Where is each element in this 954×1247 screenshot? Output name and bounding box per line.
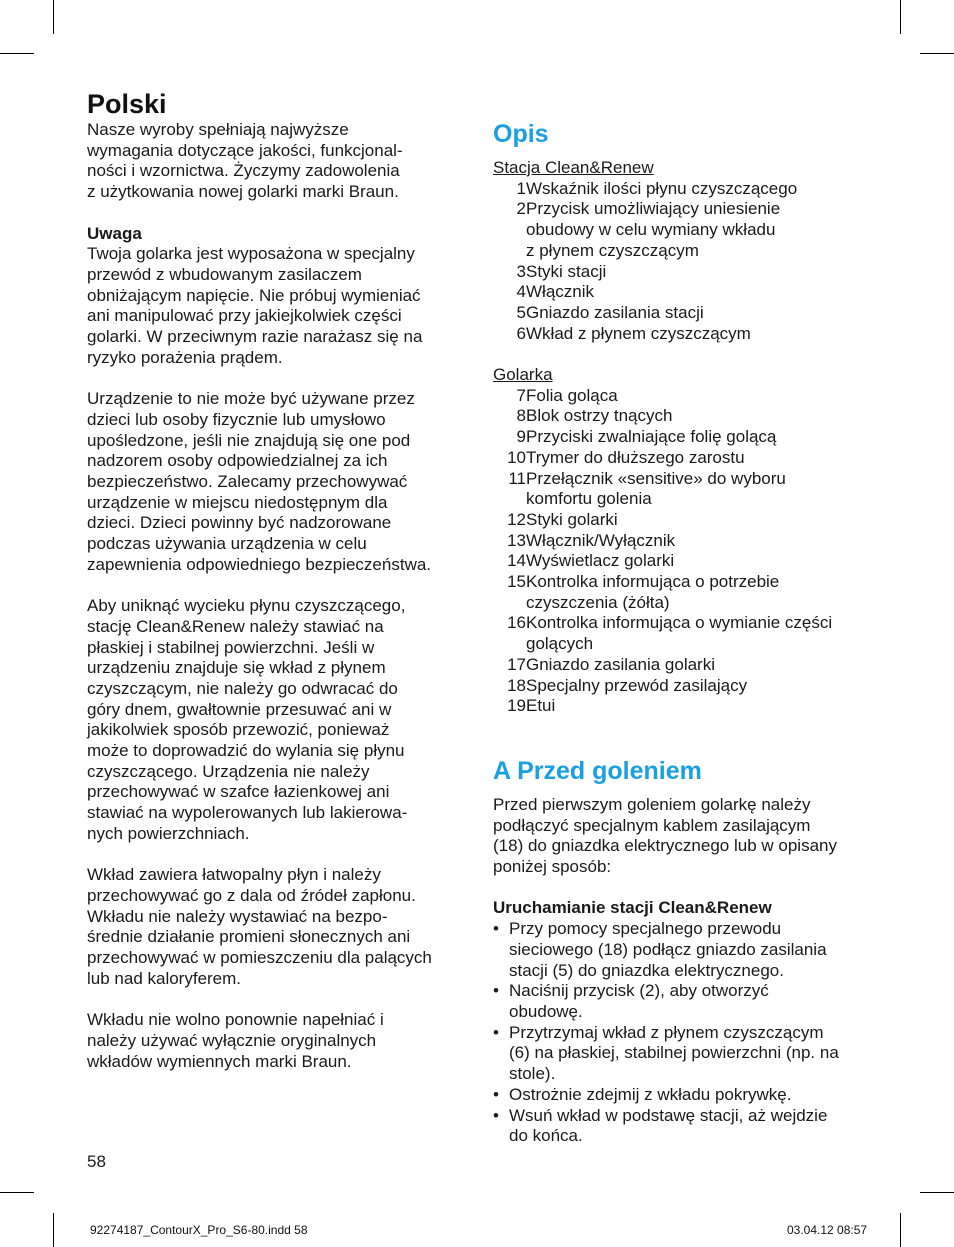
list-item <box>493 655 873 676</box>
text-line: obniżającym napięcie. Nie próbuj wymieniać <box>87 285 421 305</box>
text-line: golarki. W przeciwnym razie narażasz się na <box>87 327 423 347</box>
text-line: lub nad kaloryferem. <box>87 968 242 988</box>
bullet-item <box>493 981 873 1002</box>
text-line: Przed pierwszym goleniem golarkę należy <box>493 794 811 814</box>
item-number: 17 <box>507 654 526 674</box>
text-line: z użytkowania nowej golarki marki Braun. <box>87 182 399 202</box>
page-title: Polski <box>87 89 167 119</box>
item-number: 14 <box>507 551 526 571</box>
text-line: należy używać wyłącznie oryginalnych <box>87 1030 377 1050</box>
item-text: Wskaźnik ilości płynu czyszczącego <box>526 178 798 198</box>
item-text: Folia goląca <box>526 385 618 405</box>
list-item <box>493 324 873 345</box>
item-text: Gniazdo zasilania golarki <box>526 654 715 674</box>
item-text: Gniazdo zasilania stacji <box>526 302 704 322</box>
item-text: golących <box>526 634 594 654</box>
refill-paragraph <box>87 1010 465 1072</box>
text-line: wymagania dotyczące jakości, funkcjonal- <box>87 140 403 160</box>
item-text: Wkład z płynem czyszczącym <box>526 323 751 343</box>
item-number: 19 <box>507 696 526 716</box>
left-column <box>87 88 465 1072</box>
bullet-text: do końca. <box>509 1126 583 1146</box>
item-text: Przycisk umożliwiający uniesienie <box>526 199 781 219</box>
bullet-text: Wsuń wkład w podstawę stacji, aż wejdzie <box>509 1105 828 1125</box>
bullet-text: Ostrożnie zdejmij z wkładu pokrywkę. <box>509 1084 792 1104</box>
text-line: Nasze wyroby spełniają najwyższe <box>87 120 349 139</box>
text-line: Wkładu nie wolno ponownie napełniać i <box>87 1010 384 1030</box>
text-line: ności i wzornictwa. Życzymy zadowolenia <box>87 161 400 181</box>
warning-heading: Uwaga <box>87 223 142 243</box>
item-text: Trymer do dłuższego zarostu <box>526 447 745 467</box>
list-item <box>493 427 873 448</box>
item-text: Przełącznik «sensitive» do wyboru <box>526 468 786 488</box>
bullet-item <box>493 940 873 961</box>
bullet-item <box>493 1002 873 1023</box>
bullet-icon: • <box>493 1084 499 1104</box>
list-item <box>493 510 873 531</box>
bullet-item <box>493 961 873 982</box>
shaver-heading: Golarka <box>493 365 553 385</box>
item-text: Włącznik <box>526 282 595 302</box>
leak-prevention-paragraph <box>87 596 465 844</box>
item-text: Blok ostrzy tnących <box>526 406 673 426</box>
item-text: Etui <box>526 696 556 716</box>
bullet-icon: • <box>493 981 499 1001</box>
before-shaving-intro <box>493 795 873 878</box>
shaver-parts-list <box>493 386 873 717</box>
text-line: podczas używania urządzenia w celu <box>87 534 367 554</box>
crop-mark <box>920 53 954 54</box>
text-line: ryzyko porażenia prądem. <box>87 347 283 367</box>
bullet-item <box>493 1126 873 1147</box>
text-line: średnie działanie promieni słonecznych ani <box>87 927 411 947</box>
crop-mark <box>900 0 901 34</box>
list-item <box>493 406 873 427</box>
item-text: z płynem czyszczącym <box>526 240 699 260</box>
list-item <box>493 386 873 407</box>
item-text: Włącznik/Wyłącznik <box>526 530 676 550</box>
bullet-text: Przytrzymaj wkład z płynem czyszczącym <box>509 1022 824 1042</box>
bullet-icon: • <box>493 1105 499 1125</box>
item-text: Kontrolka informująca o wymianie części <box>526 613 833 633</box>
item-number: 2 <box>516 199 526 219</box>
list-item <box>493 448 873 469</box>
text-line: urządzeniu znajduje się wkład z płynem <box>87 658 386 678</box>
bullet-item <box>493 1023 873 1044</box>
item-number: 3 <box>516 261 526 281</box>
text-line: dzieci. Dzieci powinny być nadzorowane <box>87 513 392 533</box>
item-number: 1 <box>516 178 526 198</box>
text-line: (18) do gniazdka elektrycznego lub w opisany <box>493 836 837 856</box>
bullet-item <box>493 919 873 940</box>
bullet-item <box>493 1085 873 1106</box>
text-line: Wkład zawiera łatwopalny płyn i należy <box>87 865 381 885</box>
list-item <box>493 593 873 614</box>
item-text: czyszczenia (żółta) <box>526 592 670 612</box>
text-line: upośledzone, jeśli nie znajdują się one pod <box>87 430 411 450</box>
bullet-text: Naciśnij przycisk (2), aby otworzyć <box>509 981 769 1001</box>
text-line: wkładów wymiennych marki Braun. <box>87 1051 352 1071</box>
station-heading: Stacja Clean&Renew <box>493 158 654 177</box>
list-item <box>493 613 873 634</box>
bullet-text: Przy pomocy specjalnego przewodu <box>509 919 782 939</box>
item-number: 8 <box>516 406 526 426</box>
text-line: Aby uniknąć wycieku płynu czyszczącego, <box>87 596 406 616</box>
text-line: czyszczącego. Urządzenia nie należy <box>87 761 370 781</box>
list-item <box>493 696 873 717</box>
item-text: Styki stacji <box>526 261 607 281</box>
page-number: 58 <box>87 1152 106 1171</box>
text-line: nych powierzchniach. <box>87 823 250 843</box>
bullet-item <box>493 1064 873 1085</box>
text-line: stawiać na wypolerowanych lub lakierowa- <box>87 803 408 823</box>
list-item <box>493 303 873 324</box>
text-line: podłączyć specjalnym kablem zasilającym <box>493 815 811 835</box>
bullet-item <box>493 1043 873 1064</box>
startup-heading: Uruchamianie stacji Clean&Renew <box>493 898 772 918</box>
bullet-text: (6) na płaskiej, stabilnej powierzchni (np. na <box>509 1043 839 1063</box>
crop-mark <box>53 1213 54 1247</box>
list-item <box>493 179 873 200</box>
crop-mark <box>53 0 54 34</box>
slug-date: 03.04.12 08:57 <box>787 1223 868 1237</box>
text-line: może to doprowadzić do wylania się płynu <box>87 741 405 761</box>
list-item <box>493 531 873 552</box>
text-line: poniżej sposób: <box>493 857 612 877</box>
list-item <box>493 262 873 283</box>
item-number: 7 <box>516 385 526 405</box>
item-text: obudowy w celu wymiany wkładu <box>526 220 776 240</box>
warning-paragraph <box>87 244 465 368</box>
text-line: przechowywać w pomieszczeniu dla palących <box>87 948 432 968</box>
text-line: Twoja golarka jest wyposażona w specjalny <box>87 244 415 264</box>
section-title-opis: Opis <box>493 120 549 148</box>
item-number: 13 <box>507 530 526 550</box>
bullet-icon: • <box>493 1022 499 1042</box>
item-text: Styki golarki <box>526 509 618 529</box>
text-line: Urządzenie to nie może być używane przez <box>87 389 415 409</box>
text-line: przewód z wbudowanym zasilaczem <box>87 264 362 284</box>
item-number: 10 <box>507 447 526 467</box>
station-parts-list <box>493 179 873 345</box>
text-line: stację Clean&Renew należy stawiać na <box>87 616 384 636</box>
item-text: komfortu golenia <box>526 489 652 509</box>
crop-mark <box>900 1213 901 1247</box>
list-item <box>493 241 873 262</box>
list-item <box>493 220 873 241</box>
item-text: Przyciski zwalniające folię golącą <box>526 427 777 447</box>
text-line: ani manipulować przy jakiejkolwiek części <box>87 306 402 326</box>
text-line: przechowywać w szafce łazienkowej ani <box>87 782 390 802</box>
bullet-item <box>493 1106 873 1127</box>
bullet-text: stole). <box>509 1064 556 1084</box>
list-item <box>493 489 873 510</box>
crop-mark <box>920 1192 954 1193</box>
list-item <box>493 572 873 593</box>
item-number: 15 <box>507 572 526 592</box>
text-line: zapewnienia odpowiedniego bezpieczeństwa. <box>87 554 432 574</box>
bullet-text: obudowę. <box>509 1001 583 1021</box>
text-line: urządzenie w miejscu niedostępnym dla <box>87 492 388 512</box>
item-text: Wyświetlacz golarki <box>526 551 675 571</box>
bullet-text: sieciowego (18) podłącz gniazdo zasilania <box>509 939 827 959</box>
children-safety-paragraph <box>87 389 465 575</box>
item-number: 9 <box>516 427 526 447</box>
item-text: Kontrolka informująca o potrzebie <box>526 572 780 592</box>
list-item <box>493 676 873 697</box>
text-line: płaskiej i stabilnej powierzchni. Jeśli w <box>87 637 375 657</box>
bullet-text: stacji (5) do gniazdka elektrycznego. <box>509 960 784 980</box>
slug-filename: 92274187_ContourX_Pro_S6-80.indd 58 <box>90 1223 308 1237</box>
bullet-icon: • <box>493 919 499 939</box>
item-text: Specjalny przewód zasilający <box>526 675 748 695</box>
text-line: jakikolwiek sposób przewozić, ponieważ <box>87 720 390 740</box>
text-line: bezpieczeństwo. Zalecamy przechowywać <box>87 471 408 491</box>
intro-paragraph <box>87 120 465 203</box>
list-item <box>493 634 873 655</box>
text-line: przechowywać go z dala od źródeł zapłonu. <box>87 885 416 905</box>
item-number: 18 <box>507 675 526 695</box>
list-item <box>493 282 873 303</box>
item-number: 12 <box>507 509 526 529</box>
list-item <box>493 199 873 220</box>
item-number: 4 <box>516 282 526 302</box>
flammable-paragraph <box>87 865 465 989</box>
list-item <box>493 551 873 572</box>
crop-mark <box>0 53 34 54</box>
list-item <box>493 469 873 490</box>
text-line: czyszczącym, nie należy go odwracać do <box>87 678 398 698</box>
crop-mark <box>0 1192 34 1193</box>
text-line: dzieci lub osoby fizycznie lub umysłowo <box>87 409 386 429</box>
item-number: 6 <box>516 323 526 343</box>
right-column <box>493 118 873 1147</box>
item-number: 11 <box>508 468 526 488</box>
text-line: nadzorem osoby odpowiedzialnej za ich <box>87 451 388 471</box>
item-number: 16 <box>507 613 526 633</box>
item-number: 5 <box>516 302 526 322</box>
text-line: góry dnem, gwałtownie przesuwać ani w <box>87 699 392 719</box>
startup-steps-list <box>493 919 873 1147</box>
section-title-before-shaving: A Przed goleniem <box>493 756 702 785</box>
text-line: Wkładu nie należy wystawiać na bezpo- <box>87 906 388 926</box>
